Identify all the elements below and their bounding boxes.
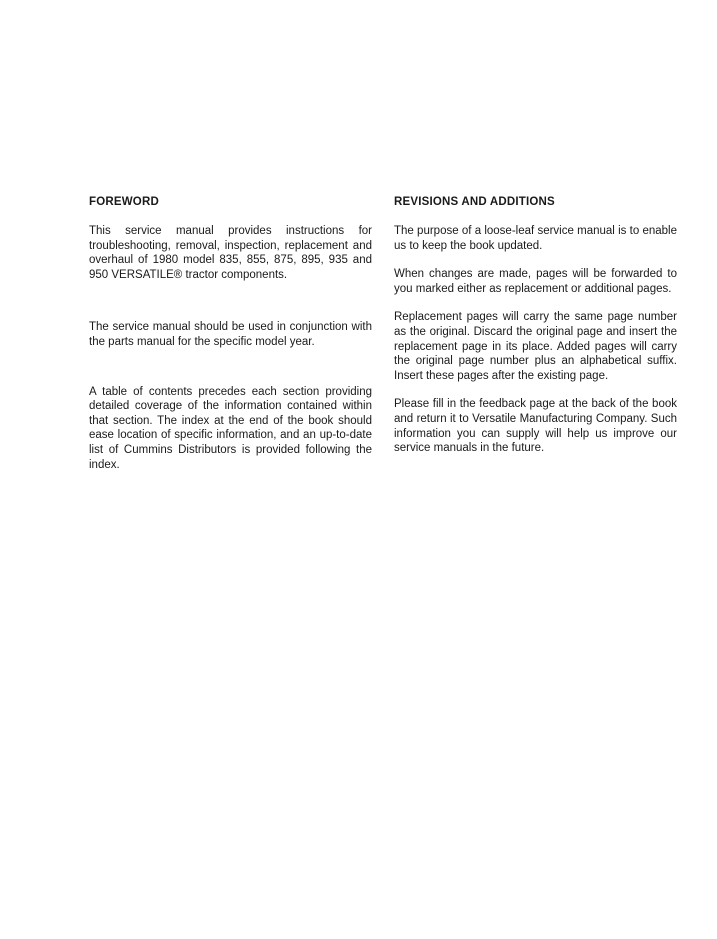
foreword-paragraph-1: This service manual provides instructions for troubleshooting, removal, inspection, replacement and overhaul of 1980 model 835, 855, 875, 895, 935 and 950 VERSATILE® tractor components.: [89, 225, 372, 281]
foreword-paragraph-3: A table of contents precedes each section providing detailed coverage of the information contained within that section. The index at the end of the book should ease location of specific information, and an up-to-date list of Cummins Distributors is provided following the index.: [89, 385, 372, 471]
revisions-heading: REVISIONS AND ADDITIONS: [394, 196, 555, 208]
revisions-paragraph-2: When changes are made, pages will be forwarded to you marked either as replacement or additional pages.: [394, 268, 677, 295]
revisions-paragraph-4: Please fill in the feedback page at the back of the book and return it to Versatile Manufacturing Company. Such information you can supply will help us improve our service manuals in the future.: [394, 398, 677, 455]
spacer: [89, 282, 372, 320]
revisions-paragraph-1: The purpose of a loose-leaf service manual is to enable us to keep the book updated.: [394, 225, 677, 252]
foreword-section: [89, 195, 372, 472]
spacer: [394, 296, 677, 310]
revisions-section: [394, 195, 677, 456]
revisions-paragraph-3: Replacement pages will carry the same page number as the original. Discard the original page and insert the replacement page in its place. Added pages will carry the original page number plus an alphabetical suffix. Insert these pages after the existing page.: [394, 311, 677, 382]
spacer: [394, 253, 677, 267]
spacer: [89, 350, 372, 385]
foreword-heading: FOREWORD: [89, 196, 159, 208]
foreword-paragraph-2: The service manual should be used in conjunction with the parts manual for the specific model year.: [89, 321, 372, 348]
spacer: [394, 383, 677, 397]
